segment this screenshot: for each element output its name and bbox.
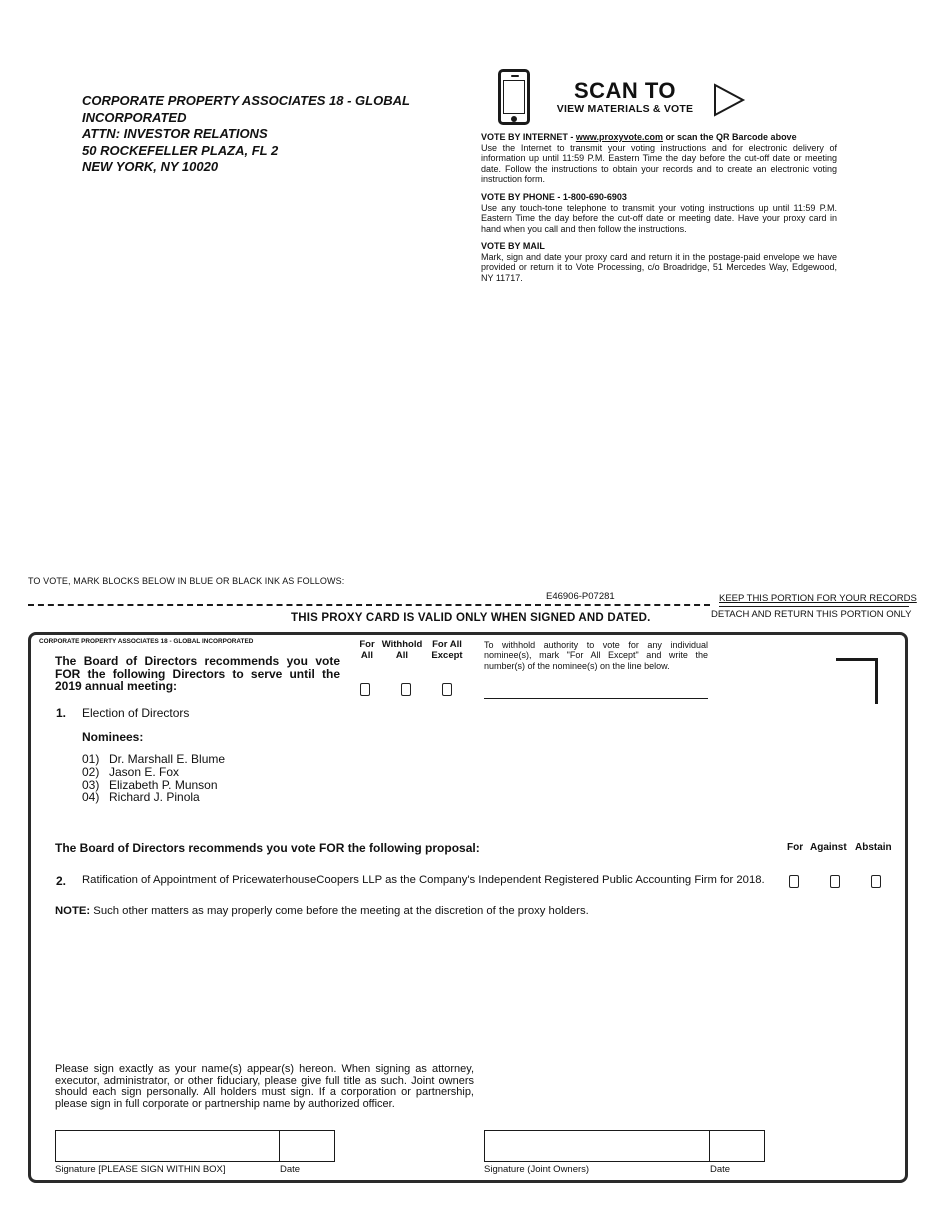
note: NOTE: Such other matters as may properly come before the meeting at the discretion of the proxy holders. [55, 905, 589, 917]
joint-signature-box[interactable] [484, 1130, 710, 1162]
item-2-text: Ratification of Appointment of PricewaterhouseCoopers LLP as the Company's Independent Registered Public Accounting Firm for 2018. [82, 874, 765, 886]
withhold-instructions: To withhold authority to vote for any individual nominee(s), mark "For All Except" and write the number(s) of the nominee(s) on the line below. [484, 640, 708, 671]
address-line: ATTN: INVESTOR RELATIONS [82, 126, 268, 141]
for-all-except-checkbox[interactable] [442, 683, 452, 696]
vote-mail-text: Mark, sign and date your proxy card and return it in the postage-paid envelope we have provided or return it to Vote Processing, c/o Broadridge, 51 Mercedes Way, Edgewood, NY 11717. [481, 251, 837, 283]
proxyvote-link[interactable]: www.proxyvote.com [575, 132, 664, 142]
nominee-item: 03) Elizabeth P. Munson [82, 778, 218, 792]
vote-internet-text: Use the Internet to transmit your voting instructions and for electronic delivery of information up until 11:59 P.M. Eastern Time the day before the cut-off date or meeting date. Follow the instructions to obtain your records and to create an electronic voting instruction form. [481, 142, 837, 185]
col-withhold-all: Withhold All [381, 639, 423, 661]
proposal-against-checkbox[interactable] [830, 875, 840, 888]
vote-phone-heading: VOTE BY PHONE - 1-800-690-6903 [481, 192, 627, 202]
nominee-item: 02) Jason E. Fox [82, 765, 180, 779]
nominee-item: 01) Dr. Marshall E. Blume [82, 752, 226, 766]
directors-recommendation: The Board of Directors recommends you vote FOR the following Directors to serve until the 2019 annual meeting: [55, 654, 340, 693]
vote-internet-heading: VOTE BY INTERNET - www.proxyvote.com or scan the QR Barcode above [481, 132, 797, 142]
valid-notice: THIS PROXY CARD IS VALID ONLY WHEN SIGNED AND DATED. [291, 612, 651, 624]
col-abstain: Abstain [855, 842, 892, 853]
corner-mark [836, 658, 878, 704]
keep-portion-label: KEEP THIS PORTION FOR YOUR RECORDS [719, 593, 917, 604]
vote-phone-section [481, 192, 837, 234]
for-all-checkbox[interactable] [360, 683, 370, 696]
date-box[interactable] [279, 1130, 335, 1162]
address-line: INCORPORATED [82, 109, 187, 125]
vote-mail-heading: VOTE BY MAIL [481, 241, 545, 251]
signature-label: Signature [PLEASE SIGN WITHIN BOX] [55, 1164, 226, 1175]
detach-line [28, 604, 710, 606]
item-2-number: 2. [56, 874, 67, 888]
nominees-heading: Nominees: [82, 730, 144, 744]
withhold-all-checkbox[interactable] [401, 683, 411, 696]
col-for: For [787, 842, 804, 853]
scan-subtitle: VIEW MATERIALS & VOTE [556, 103, 694, 115]
col-for-all-except: For All Except [431, 639, 463, 661]
detach-line-right [719, 606, 909, 607]
date-label: Date [280, 1164, 301, 1175]
signature-box[interactable] [55, 1130, 280, 1162]
nominee-item: 04) Richard J. Pinola [82, 790, 200, 804]
play-arrow-icon [712, 83, 746, 117]
joint-signature-label: Signature (Joint Owners) [484, 1164, 590, 1175]
proposal-abstain-checkbox[interactable] [871, 875, 881, 888]
address-line: 50 ROCKEFELLER PLAZA, FL 2 [82, 142, 279, 158]
mark-instructions: TO VOTE, MARK BLOCKS BELOW IN BLUE OR BLACK INK AS FOLLOWS: [28, 576, 345, 586]
nominee-number-line[interactable] [484, 698, 708, 699]
control-code: E46906-P07281 [546, 591, 615, 602]
card-company-name: CORPORATE PROPERTY ASSOCIATES 18 - GLOBAL INCORPORATED [39, 638, 254, 645]
joint-date-box[interactable] [709, 1130, 765, 1162]
signing-instructions: Please sign exactly as your name(s) appear(s) hereon. When signing as attorney, executor, administrator, or other fiduciary, please give full title as such. Joint owners should each sign personally. All holders must sign. If a corporation or partnership, please sign in full corporate or partnership name by authorized officer. [55, 1063, 474, 1110]
mailing-address [82, 93, 410, 176]
address-line: NEW YORK, NY 10020 [82, 159, 219, 174]
vote-phone-text: Use any touch-tone telephone to transmit your voting instructions up until 11:59 P.M. Eastern Time the day before the cut-off date or meeting date. Have your proxy card in hand when you call and then follow the instructions. [481, 202, 837, 234]
proposal-for-checkbox[interactable] [789, 875, 799, 888]
proposal-recommendation: The Board of Directors recommends you vote FOR the following proposal: [55, 841, 480, 855]
phone-icon [498, 69, 530, 125]
vote-internet-section [481, 132, 837, 185]
item-1-number: 1. [56, 706, 67, 720]
detach-return-label: DETACH AND RETURN THIS PORTION ONLY [711, 609, 912, 620]
col-for-all: For All [359, 639, 375, 661]
scan-title: SCAN TO [573, 78, 677, 103]
item-1-text: Election of Directors [82, 706, 190, 720]
vote-mail-section [481, 241, 837, 283]
joint-date-label: Date [710, 1164, 731, 1175]
col-against: Against [810, 842, 847, 853]
address-line: CORPORATE PROPERTY ASSOCIATES 18 - GLOBAL [82, 93, 410, 108]
